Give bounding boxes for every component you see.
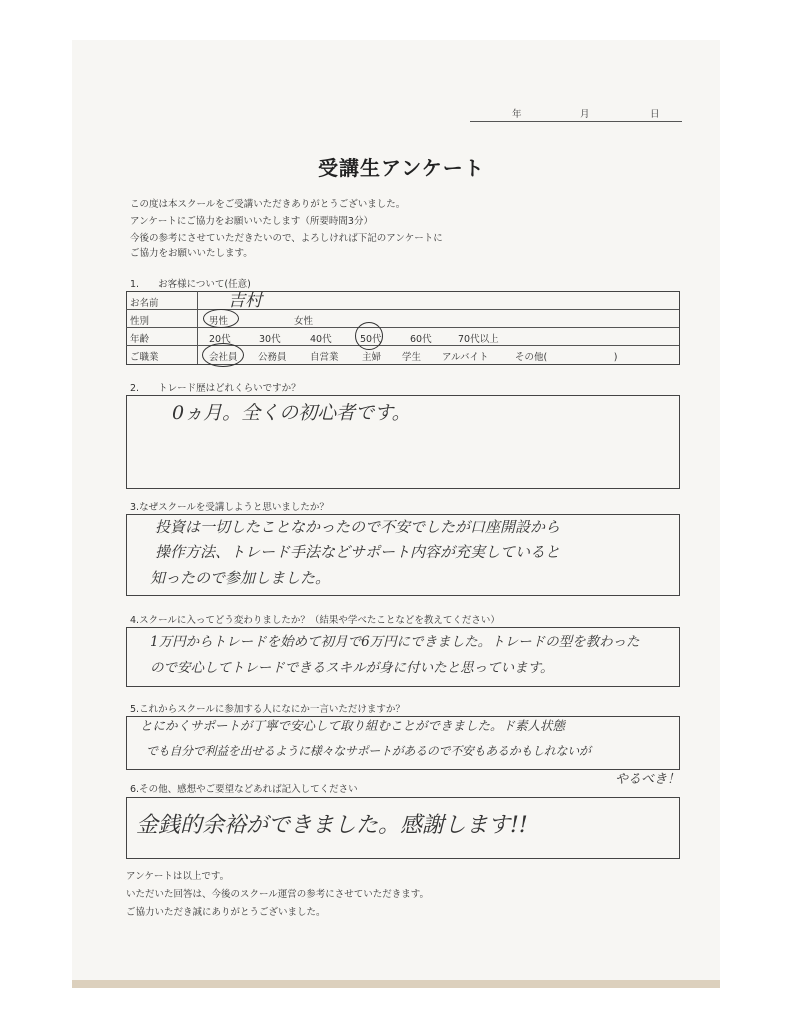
intro-line-4: ご協力をお願いいたします。 xyxy=(130,248,253,259)
intro-line-3: 今後の参考にさせていただきたいので、よろしければ下記のアンケートに xyxy=(130,233,443,244)
q1-job-civil-servant: 公務員 xyxy=(258,352,287,363)
q1-row-divider xyxy=(126,327,679,328)
q4-answer-line-1: 1万円からトレードを始めて初月で6万円にできました。トレードの型を教わった xyxy=(150,634,640,650)
q1-gender-male: 男性 xyxy=(209,316,229,327)
q4-answer-line-2: ので安心してトレードできるスキルが身に付いたと思っています。 xyxy=(150,660,554,676)
q1-row-divider xyxy=(126,309,679,310)
q2-label: 2. トレード歴はどれくらいですか？ xyxy=(130,383,301,394)
outro-line-3: ご協力いただき誠にありがとうございました。 xyxy=(126,907,326,918)
q5-answer-line-2: でも自分で利益を出せるように様々なサポートがあるので不安もあるかもしれないが xyxy=(146,744,591,758)
q1-job-employee: 会社員 xyxy=(209,352,238,363)
date-day: 日 xyxy=(650,109,660,120)
q1-job-self-employed: 自営業 xyxy=(310,352,339,363)
q1-column-divider xyxy=(197,291,198,364)
q1-age-label: 年齢 xyxy=(130,334,150,345)
q3-answer-line-1: 投資は一切したことなかったので不安でしたが口座開設から xyxy=(155,518,561,536)
q3-label: 3.なぜスクールを受講しようと思いましたか？ xyxy=(130,502,329,513)
selection-circle xyxy=(202,343,244,367)
q5-answer-line-3: やるべき！ xyxy=(615,772,681,787)
q1-job-other: その他( ) xyxy=(515,352,618,363)
q3-answer-line-3: 知ったので参加しました。 xyxy=(150,569,331,587)
outro-line-2: いただいた回答は、今後のスクール運営の参考にさせていただきます。 xyxy=(126,889,430,900)
date-month: 月 xyxy=(580,109,590,120)
q1-age-50: 50代 xyxy=(360,334,382,345)
selection-circle xyxy=(203,309,239,328)
q4-label: 4.スクールに入ってどう変わりましたか？（結果や学べたことなどを教えてください） xyxy=(130,615,500,626)
q1-age-20: 20代 xyxy=(209,334,231,345)
page-title: 受講生アンケート xyxy=(318,156,485,180)
q1-name-label: お名前 xyxy=(130,298,159,309)
q1-age-40: 40代 xyxy=(310,334,332,345)
q1-job-label: ご職業 xyxy=(130,352,159,363)
q1-age-60: 60代 xyxy=(410,334,432,345)
date-year: 年 xyxy=(512,109,522,120)
selection-circle xyxy=(355,322,383,350)
paper-edge xyxy=(72,980,720,988)
q1-label: 1. お客様について(任意) xyxy=(130,279,251,290)
outro-line-1: アンケートは以上です。 xyxy=(126,871,230,882)
q1-job-student: 学生 xyxy=(402,352,422,363)
date-underline xyxy=(470,121,682,122)
q1-gender-female: 女性 xyxy=(294,316,314,327)
q1-job-part-time: アルバイト xyxy=(442,352,489,363)
q2-answer: 0ヵ月。全くの初心者です。 xyxy=(172,402,411,424)
q1-name-value: 吉村 xyxy=(228,291,262,311)
q1-age-70plus: 70代以上 xyxy=(458,334,499,345)
q3-answer-line-2: 操作方法、トレード手法などサポート内容が充実していると xyxy=(155,543,561,561)
q6-label: 6.その他、感想やご要望などあれば記入してください xyxy=(130,784,358,795)
q1-gender-label: 性別 xyxy=(130,316,150,327)
q5-answer-line-1: とにかくサポートが丁寧で安心して取り組むことができました。ド素人状態 xyxy=(140,718,566,733)
q1-age-30: 30代 xyxy=(259,334,281,345)
q6-answer: 金銭的余裕ができました。感謝します!! xyxy=(136,813,528,838)
intro-line-2: アンケートにご協力をお願いいたします（所要時間3分） xyxy=(130,216,373,227)
intro-line-1: この度は本スクールをご受講いただきありがとうございました。 xyxy=(130,199,406,210)
q5-label: 5.これからスクールに参加する人になにか一言いただけますか？ xyxy=(130,704,405,715)
q1-job-housewife: 主婦 xyxy=(362,352,382,363)
